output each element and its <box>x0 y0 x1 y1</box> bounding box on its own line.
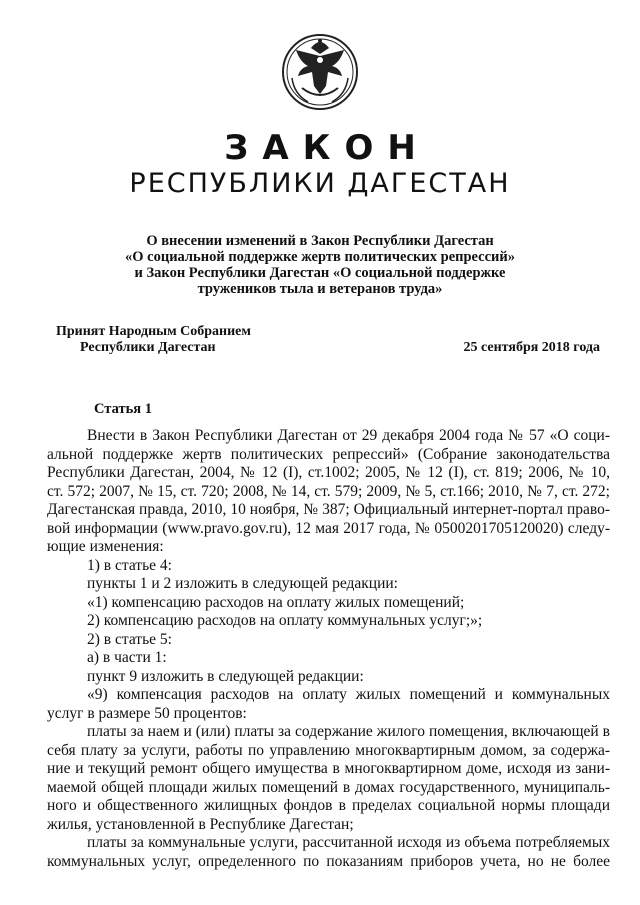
body-line: Дагестанская правда, 2010, 10 ноября, № 387; Официальный интернет-портал право- <box>47 501 610 518</box>
law-subject <box>60 233 580 297</box>
article-heading: Статья 1 <box>94 401 152 417</box>
body-line: пункты 1 и 2 изложить в следующей редакции: <box>87 575 398 592</box>
adoption-line: Принят Народным Собранием <box>56 324 251 339</box>
body-line: жилья, установленной в Республике Дагестан; <box>47 815 354 833</box>
body-line: ного и общественного жилищных фондов в пределах социальной нормы площади <box>47 797 610 814</box>
body-line: а) в части 1: <box>87 649 167 666</box>
body-line: «9) компенсация расходов на оплату жилых помещений и коммунальных <box>87 686 610 703</box>
body-line: платы за наем и (или) платы за содержание жилого помещения, включающей в <box>87 723 610 740</box>
document-title: ЗАКОН <box>224 128 430 168</box>
body-line: платы за коммунальные услуги, рассчитанной исходя из объема потребляемых <box>87 834 610 851</box>
adoption-line: Республики Дагестан <box>80 340 216 355</box>
body-line: 2) в статье 5: <box>87 630 172 648</box>
body-line: Внести в Закон Республики Дагестан от 29 декабря 2004 года № 57 «О соци- <box>87 427 610 444</box>
subject-line: и Закон Республики Дагестан «О социальной поддержке <box>134 265 506 281</box>
body-line: коммунальных услуг, определенного по показаниям приборов учета, но не более <box>47 852 610 870</box>
subject-line: О внесении изменений в Закон Республики Дагестан <box>146 233 494 249</box>
body-line: маемой общей площади жилых помещений в домах государственного, муниципаль- <box>47 778 610 796</box>
body-line: 1) в статье 4: <box>87 556 172 574</box>
document-subtitle: РЕСПУБЛИКИ ДАГЕСТАН <box>129 168 511 199</box>
adoption-note <box>56 324 251 356</box>
body-line: себя плату за услуги, работы по управлению многоквартирным домом, за содержа- <box>47 741 610 759</box>
body-line: 2) компенсацию расходов на оплату коммунальных услуг;»; <box>87 612 483 629</box>
subject-line: «О социальной поддержке жертв политических репрессий» <box>125 249 515 265</box>
body-line: альной поддержке жертв политических репрессий» (Собрание законодательства <box>47 445 610 463</box>
article-body <box>47 427 610 871</box>
subject-line: тружеников тыла и ветеранов труда» <box>197 281 443 297</box>
dagestan-coat-of-arms <box>278 28 362 112</box>
body-line: ние и текущий ремонт общего имущества в многоквартирном доме, исходя из зани- <box>47 760 610 777</box>
adoption-date: 25 сентября 2018 года <box>463 340 600 355</box>
body-line: Республики Дагестан, 2004, № 12 (I), ст.1002; 2005, № 12 (I), ст. 819; 2006, № 10, <box>47 464 610 481</box>
body-line: вой информации (www.pravo.gov.ru), 12 мая 2017 года, № 0500201705120020) следу- <box>47 519 610 537</box>
body-line: «1) компенсацию расходов на оплату жилых помещений; <box>87 593 465 611</box>
body-line: пункт 9 изложить в следующей редакции: <box>87 667 364 685</box>
body-line: ющие изменения: <box>47 538 164 555</box>
body-line: ст. 572; 2007, № 15, ст. 720; 2008, № 14, ст. 579; 2009, № 5, ст.166; 2010, № 7, ст. 272; <box>47 482 610 500</box>
body-line: услуг в размере 50 процентов: <box>47 704 247 722</box>
